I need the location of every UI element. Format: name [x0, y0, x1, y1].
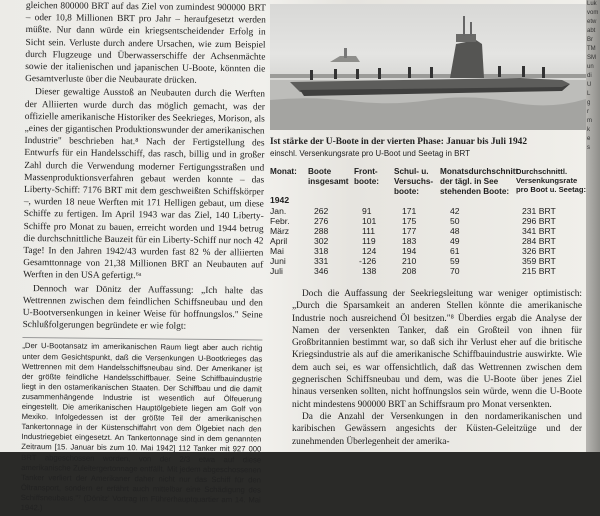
paragraph: Da die Anzahl der Versenkungen in den nordamerikanischen und karibischen Gewässern angesichts der Küsten-Geleitzüge und der zunehmenden Überlegenheit der amerika- [292, 411, 582, 447]
table-row [270, 206, 590, 216]
cell-total: 346 [314, 266, 329, 276]
table-row [270, 256, 590, 266]
edge-text: U [587, 82, 592, 88]
paragraph: Dieser gewaltige Ausstoß an Neubauten durch die Werften der Alliierten wurde durch das möglich gemacht, was der offizielle amerikanische Historiker des Seekrieges, Morison, als „eines der gigantischen Produktionswunder der amerikanischen Industrie" beschrieben hat.⁸ Nach der Fertigstellung des Entwurfs für ein Handelsschiff, das rasch, billig und in großer Zahl durch die Verwendung moderner Fertigungsstraßen und Massenproduktionsverfahren gebaut werden konnte – das Liberty-Schiff: 7176 BRT mit dem geschweißten Schiffskörper –, wurden 18 neue Werften mit 171 Helligen gebaut, um diese Schiffe zu fertigen. Im April 1943 war das Ziel, 140 Liberty-Schiffe pro Monat zu bauen, erreicht worden und 1944 betrug die durchschnittliche Bauzeit für ein Liberty-Schiff nur noch 42 Tage! In den Jahren 1942/43 wurden fast 82 % der alliierten Gesamttonnage von 21,38 Millionen BRT an Neubauten auf Werften in den USA gefertigt.⁶ᵃ [23, 87, 266, 282]
cell-daily: 48 [450, 226, 460, 236]
edge-text: etw [587, 19, 597, 25]
left-text-column [21, 0, 266, 516]
cell-front: 101 [362, 216, 377, 226]
edge-text: g [587, 100, 591, 106]
edge-text: SM [587, 55, 596, 61]
edge-text: k [587, 127, 590, 133]
table-row [270, 246, 590, 256]
edge-text: r [587, 109, 589, 115]
cell-front: 124 [362, 246, 377, 256]
adjacent-page-edge [586, 0, 600, 452]
cell-training: 183 [402, 236, 417, 246]
cell-rate: 284 BRT [522, 236, 556, 246]
cell-rate: 341 BRT [522, 226, 556, 236]
header-rate: Durchschnittl. Versenkungsrate pro Boot u. Seetag: [516, 167, 587, 194]
year-label: 1942 [270, 195, 290, 205]
cell-training: 175 [402, 216, 417, 226]
cell-rate: 326 BRT [522, 246, 556, 256]
cell-training: 171 [402, 206, 417, 216]
table-row [270, 216, 590, 226]
caption-title: Ist stärke der U-Boote in der vierten Phase: Januar bis Juli 1942 [270, 137, 528, 147]
edge-text: di [587, 73, 592, 79]
cell-rate: 231 BRT [522, 206, 556, 216]
paragraph: Doch die Auffassung der Seekriegsleitung war weniger optimistisch: „Durch die Sparsamkeit an anderen Stellen könnte die amerikanische Industrie noch ausreichend Öl besitzen."⁸ Überdies ergab die Analyse der Namen der versenkten Tanker, daß ein Großteil von ihnen für Großbritannien bestimmt war, so daß sich ihr Verlust eher auf die britische Kriegsindustrie als auf die amerikanische Schiffbauindustrie auswirkte. Wie dem auch sei, es war offensichtlich, daß das Wettrennen zwischen dem gegnerischen Schiffsneubau und dem, was die U-Boote über jenes Ziel hinaus versenken sollten, nicht hoffnungslos sein würde, wenn die U-Boote nicht mindestens 900000 BRT an Schiffsraum pro Monat versenkten. [292, 289, 582, 410]
header-daily-avg: Monatsdurchschnitt der tägl. in See stehenden Boote: [440, 167, 519, 196]
edge-text: vom [587, 10, 599, 16]
cell-rate: 296 BRT [522, 216, 556, 226]
bottom-right-text-column [292, 288, 582, 448]
header-month: Monat: [270, 167, 297, 176]
quote-block [21, 337, 263, 515]
cell-rate: 215 BRT [522, 266, 556, 276]
cell-month: Jan. [270, 206, 287, 216]
cell-training: 194 [402, 246, 417, 256]
cell-month: Febr. [270, 216, 290, 226]
cell-month: Juli [270, 266, 283, 276]
cell-daily: 50 [450, 216, 460, 226]
uboat-photo [270, 4, 586, 130]
table-row [270, 236, 590, 246]
cell-daily: 59 [450, 256, 460, 266]
table-row [270, 266, 590, 276]
cell-front: 119 [362, 236, 376, 246]
edge-text: e [587, 136, 591, 142]
edge-text: abt [587, 28, 596, 34]
cell-total: 288 [314, 226, 329, 236]
paragraph: gleichen 800000 BRT auf das Ziel von zumindest 900000 BRT – oder 10,8 Millionen BRT pro Jahr – heraufgesetzt werden müßte. Nur dann würde ein kriegsentscheidender Erfolg in Sicht sein. Verluste durch andere Ursachen, wie zum Beispiel durch Flugzeuge und Überwasserschiffe der Achsenmächte sowie der italienischen und japanischen U-Boote, könnten die Gesamtverluste über die Neubaurate drücken. [25, 0, 266, 87]
header-training: Schul- u. Versuchs-boote: [394, 167, 434, 196]
cell-front: 91 [362, 206, 372, 216]
cell-month: April [270, 236, 288, 246]
cell-total: 318 [314, 246, 329, 256]
table-year-row [270, 195, 590, 205]
table-caption [270, 137, 586, 159]
edge-text: L [587, 91, 591, 97]
cell-total: 302 [314, 236, 329, 246]
cell-daily: 49 [450, 236, 460, 246]
caption-subtitle: einschl. Versenkungsrate pro U-Boot und Seetag in BRT [270, 149, 470, 158]
header-front: Front-boote: [354, 167, 380, 186]
cell-total: 262 [314, 206, 329, 216]
cell-total: 331 [314, 256, 329, 266]
cell-front: -126 [359, 256, 377, 266]
cell-month: Mai [270, 246, 284, 256]
paragraph: Dennoch war Dönitz der Auffassung: „Ich halte das Wettrennen zwischen dem feindlichen Schiffsneubau und den U-Bootversenkungen in keiner Weise für hoffnungslos." Seine Schlußfolgerungen begründete er wie folgt: [22, 283, 264, 332]
quote-text: „Der U-Bootansatz im amerikanischen Raum liegt aber auch richtig unter dem Gesichtspunkt, daß die Versenkungen U-Bootkrieges das Wettrennen mit dem Handelsschiffsneubau sind. Der Amerikaner ist der größte feindliche Handelsschiffbauer. Seine Schiffbauindustrie liegt in den ostamerikanischen Staaten. Der Schiffbau und die damit zusammenhängende Industrie ist wesentlich auf Ölfeuerung eingestellt. Die amerikanischen Hauptölgebiete liegen am Golf von Mexiko. Infolgedessen ist der größte Teil der amerikanischen Tankertonnage in der Küstenschiffahrt von dem Ölgebiet nach den Industriegebiet eingesetzt. An Tankertonnage sind in dem genannten Zeitraum [15. Januar bis zum 10. Mai 1942] 112 Tanker mit 927 000 BRT abgeschossen worden, von der 2/3 etwa auf diese amerikanische Zuleitergertonnage entfällt. Mit jedem abgeschossenen Tanker verliert der Amerikaner daher nicht nur das Schiff für den Öltransport, sondern er erfährt auch mittelbar eine Schädigung des Schiffsneubaus."⁷ (Dönitz' Vortrag im Führerhauptquartier am 14. Mai 1942.) [20, 341, 263, 513]
edge-text: un [587, 64, 594, 70]
cell-daily: 61 [450, 246, 460, 256]
cell-daily: 70 [450, 266, 460, 276]
cell-front: 138 [362, 266, 377, 276]
header-total: Boote insgesamt [308, 167, 349, 186]
table-row [270, 226, 590, 236]
cell-month: Juni [270, 256, 286, 266]
edge-text: s [587, 145, 590, 151]
edge-text: m [587, 118, 592, 124]
cell-front: 111 [362, 226, 376, 236]
cell-total: 276 [314, 216, 329, 226]
edge-text: Luk [587, 1, 597, 7]
edge-text: Br [587, 37, 593, 43]
cell-month: März [270, 226, 290, 236]
cell-training: 210 [402, 256, 417, 266]
cell-training: 177 [402, 226, 417, 236]
cell-daily: 42 [450, 206, 460, 216]
edge-text: TM [587, 46, 596, 52]
cell-training: 208 [402, 266, 417, 276]
cell-rate: 359 BRT [522, 256, 556, 266]
